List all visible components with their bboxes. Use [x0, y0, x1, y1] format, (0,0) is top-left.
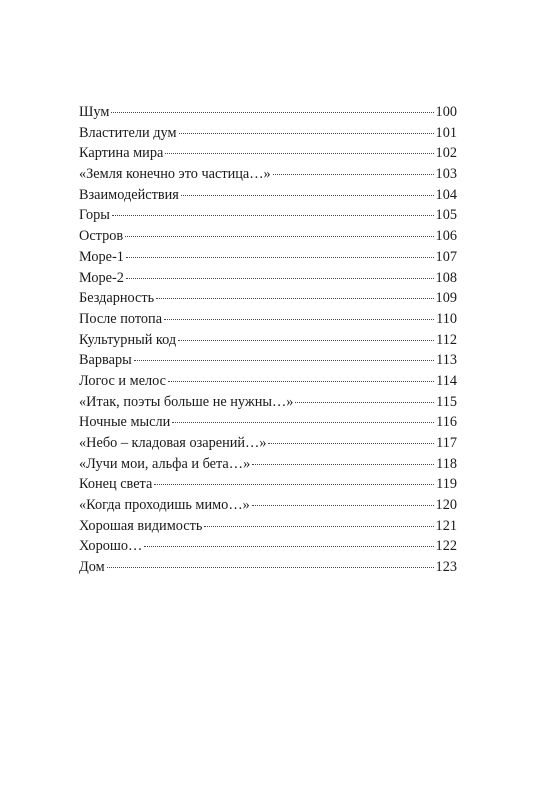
dot-leader: [126, 257, 434, 258]
toc-entry-page-number: 102: [435, 145, 457, 162]
toc-entry-page-number: 118: [436, 455, 457, 472]
dot-leader: [165, 153, 433, 154]
dot-leader: [156, 298, 433, 299]
toc-entry-page-number: 107: [435, 248, 457, 265]
toc-entry-title: «Небо – кладовая озарений…»: [79, 435, 267, 451]
toc-entry: [79, 288, 457, 309]
dot-leader: [107, 567, 434, 568]
table-of-contents: [79, 102, 457, 578]
dot-leader: [112, 215, 434, 216]
toc-entry-title: Взаимодействия: [79, 186, 179, 203]
toc-entry: [79, 102, 457, 123]
toc-entry: [79, 330, 457, 351]
dot-leader: [252, 505, 434, 506]
toc-entry: [79, 495, 457, 516]
dot-leader: [111, 112, 433, 113]
dot-leader: [164, 319, 434, 320]
toc-entry-title: Варвары: [79, 352, 132, 369]
toc-entry-page-number: 108: [435, 269, 457, 286]
dot-leader: [204, 526, 433, 527]
toc-entry-title: «Лучи мои, альфа и бета…»: [79, 455, 251, 472]
toc-entry-page-number: 105: [435, 207, 457, 224]
toc-entry-title: Море-1: [79, 248, 124, 265]
toc-entry: [79, 412, 457, 433]
toc-entry-title: «Когда проходишь мимо…»: [79, 497, 250, 514]
toc-entry: [79, 433, 457, 454]
dot-leader: [179, 133, 434, 134]
dot-leader: [125, 236, 433, 237]
toc-entry-page-number: 121: [435, 517, 457, 534]
dot-leader: [178, 340, 434, 341]
toc-entry-title: Логос и мелос: [79, 372, 167, 389]
toc-entry-page-number: 114: [436, 372, 457, 389]
toc-entry: [79, 516, 457, 537]
toc-entry-page-number: 122: [435, 538, 457, 555]
toc-entry-title: Ночные мысли: [79, 414, 171, 431]
toc-entry: [79, 536, 457, 557]
toc-entry-title: Дом: [79, 559, 105, 576]
toc-entry-title: После потопа: [79, 310, 163, 327]
dot-leader: [172, 422, 434, 423]
toc-entry: [79, 185, 457, 206]
dot-leader: [144, 546, 433, 547]
toc-entry-page-number: 115: [436, 393, 457, 410]
toc-entry-page-number: 123: [435, 559, 457, 576]
toc-entry-page-number: 119: [436, 476, 457, 493]
toc-entry-page-number: 112: [436, 331, 457, 348]
toc-entry-title: Шум: [79, 104, 110, 120]
dot-leader: [126, 278, 434, 279]
toc-entry-page-number: 106: [435, 228, 457, 245]
toc-entry-title: Горы: [79, 207, 110, 224]
toc-entry-page-number: 109: [435, 290, 457, 307]
dot-leader: [252, 464, 434, 465]
dot-leader: [154, 484, 434, 485]
toc-entry-page-number: 103: [435, 166, 457, 183]
toc-entry-page-number: 104: [435, 186, 457, 203]
toc-entry: [79, 123, 457, 144]
toc-entry-page-number: 100: [435, 104, 457, 120]
toc-entry: [79, 474, 457, 495]
toc-entry: [79, 205, 457, 226]
toc-entry: [79, 143, 457, 164]
toc-entry: [79, 454, 457, 475]
toc-entry-page-number: 117: [436, 435, 457, 451]
toc-entry-title: Бездарность: [79, 290, 155, 307]
dot-leader: [268, 443, 434, 444]
toc-entry: [79, 164, 457, 185]
dot-leader: [134, 360, 434, 361]
toc-entry-page-number: 110: [436, 310, 457, 327]
toc-entry: [79, 226, 457, 247]
toc-entry: [79, 268, 457, 289]
toc-entry-title: Конец света: [79, 476, 153, 493]
toc-entry-page-number: 101: [435, 124, 457, 141]
dot-leader: [273, 174, 434, 175]
toc-entry: [79, 371, 457, 392]
dot-leader: [181, 195, 434, 196]
toc-entry-title: Властители дум: [79, 124, 177, 141]
toc-entry-title: Хорошая видимость: [79, 517, 203, 534]
toc-entry-title: Хорошо…: [79, 538, 143, 555]
toc-entry-title: Культурный код: [79, 331, 177, 348]
toc-entry: [79, 247, 457, 268]
toc-entry-title: «Земля конечно это частица…»: [79, 166, 271, 183]
toc-entry: [79, 350, 457, 371]
dot-leader: [295, 402, 434, 403]
toc-entry-title: Картина мира: [79, 145, 164, 162]
toc-entry: [79, 392, 457, 413]
toc-entry: [79, 557, 457, 578]
toc-entry: [79, 309, 457, 330]
dot-leader: [168, 381, 434, 382]
toc-entry-title: Море-2: [79, 269, 124, 286]
toc-entry-title: Остров: [79, 228, 124, 245]
toc-entry-page-number: 113: [436, 352, 457, 369]
toc-entry-page-number: 120: [435, 497, 457, 514]
toc-entry-page-number: 116: [436, 414, 457, 431]
toc-entry-title: «Итак, поэты больше не нужны…»: [79, 393, 294, 410]
